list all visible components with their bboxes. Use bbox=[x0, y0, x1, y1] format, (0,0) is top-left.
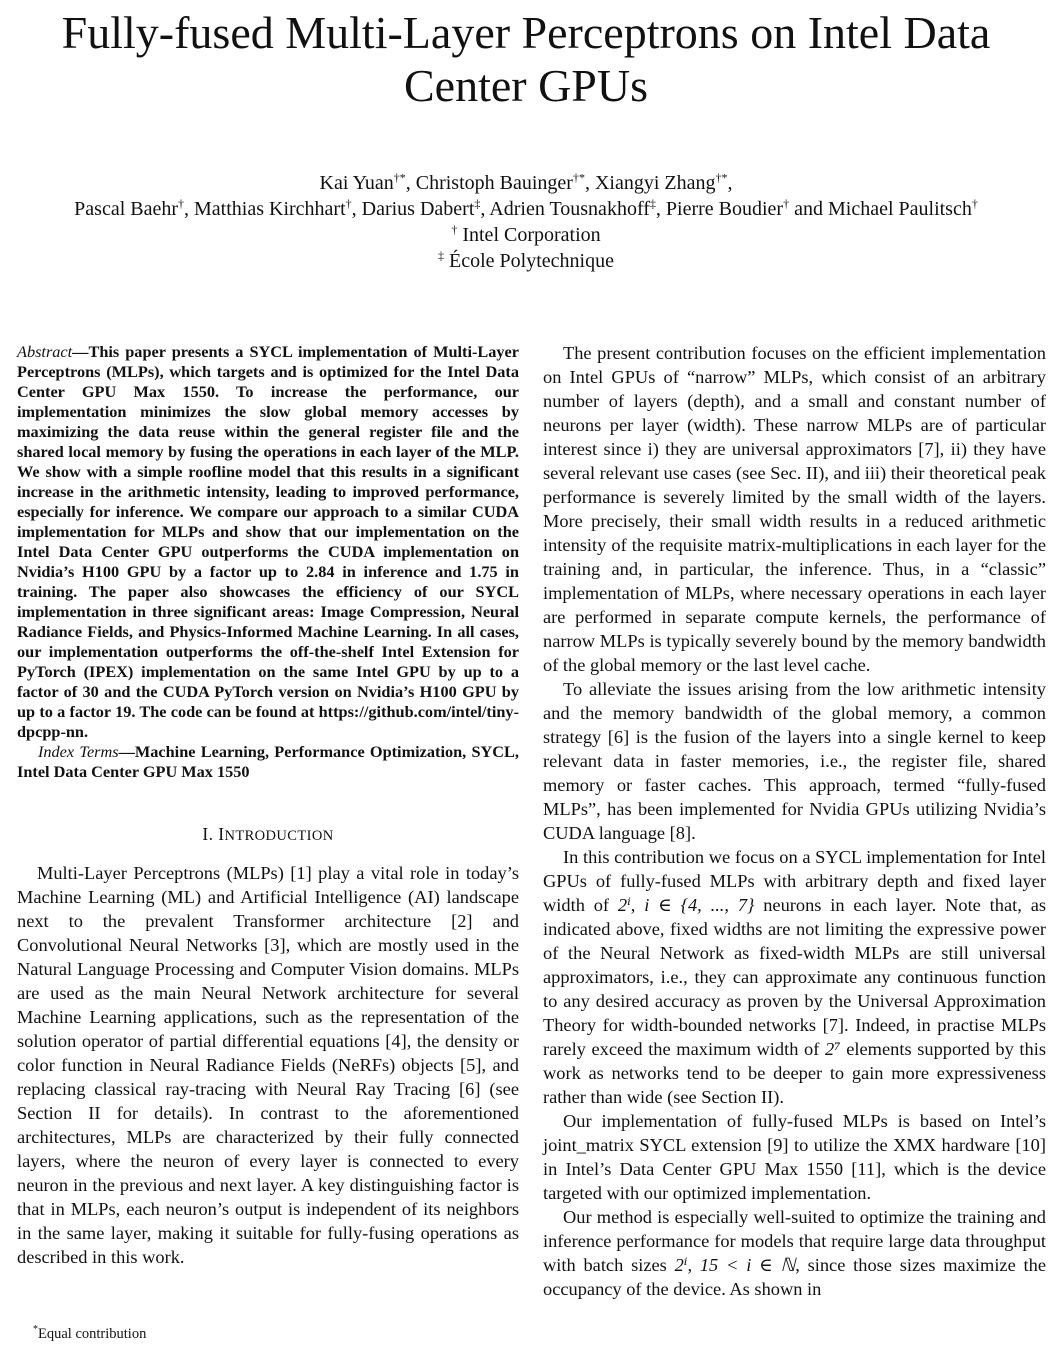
author-name: Christoph Bauinger bbox=[415, 172, 573, 194]
author-name: Xiangyi Zhang bbox=[594, 172, 716, 194]
index-terms bbox=[17, 742, 519, 782]
paragraph-joint-matrix: Our implementation of fully-fused MLPs is based on Intel’s joint_matrix SYCL extension [9] to utilize the XMX hardware [10] in Intel’s Data Center GPU Max 1550 [11], which is the device targeted with our optimized implementation. bbox=[543, 1111, 1046, 1203]
author-mark: ‡ bbox=[649, 196, 656, 211]
author-name: Adrien Tousnakhoff bbox=[489, 198, 650, 220]
footnote-mark: * bbox=[33, 1324, 38, 1336]
author-mark: †* bbox=[715, 170, 728, 185]
author-mark: †* bbox=[572, 170, 585, 185]
abstract-label: Abstract bbox=[17, 342, 73, 361]
abstract-text: —This paper presents a SYCL implementation of Multi-Layer Perceptrons (MLPs), which targets and is optimized for the Intel Data Center GPU Max 1550. To increase the performance, our implementation minimizes the slow global memory accesses by maximizing the data reuse within the general register file and the shared local memory by fusing the operations in each layer of the MLP. We show with a simple roofline model that this results in a significant increase in the arithmetic intensity, leading to improved performance, especially for inference. We compare our approach to a similar CUDA implementation for MLPs and show that our implementation on the Intel Data Center GPU outperforms the CUDA implementation on Nvidia’s H100 GPU by a factor up to 2.84 in inference and 1.75 in training. The paper also showcases the efficiency of our SYCL implementation in three significant areas: Image Compression, Neural Radiance Fields, and Physics-Informed Machine Learning. In all cases, our implementation outperforms the off-the-shelf Intel Extension for PyTorch (IPEX) implementation on the same Intel GPU by up to a factor of 30 and the CUDA PyTorch version on Nvidia’s H100 GPU by up to a factor 19. The code can be found at https://github.com/intel/tiny-dpcpp-nn. bbox=[17, 342, 519, 741]
math-batch-size: 2ⁱ, 15 < i ∈ ℕ bbox=[674, 1255, 796, 1275]
author-mark: ‡ bbox=[474, 196, 481, 211]
paragraph-fusion-strategy: To alleviate the issues arising from the low arithmetic intensity and the memory bandwidth of the global memory, a common strategy [6] is the fusion of the layers into a single kernel to keep relevant data in faster memories, i.e., the register file, shared memory or faster caches. This approach, termed “fully-fused MLPs”, has been implemented for Nvidia GPUs utilizing Nvidia’s CUDA language [8]. bbox=[543, 679, 1046, 843]
section-initial: I bbox=[218, 824, 225, 844]
text-run: neurons in each layer. Note that, as indicated above, fixed widths are not limiting the expressive power of the Neural Network as fixed-width MLPs are still universal approximators, i.e., they can approximate any continuous function to any desired accuracy as proven by the Universal Approximation Theory for width-bounded networks [7]. Indeed, in practise MLPs rarely exceed the maximum width of bbox=[543, 895, 1047, 1059]
affiliation-name: École Polytechnique bbox=[449, 250, 614, 272]
left-column bbox=[17, 342, 519, 1269]
author-mark: † bbox=[178, 196, 185, 211]
text-run: elements supported by this work as networks tend to be deeper to gain more expressiveness rather than wide (see Section II). bbox=[543, 1039, 1046, 1107]
paragraph-batch-sizes bbox=[543, 1205, 1046, 1301]
text-run: , since those sizes maximize the occupancy of the device. As shown in bbox=[543, 1255, 1047, 1299]
author-name: Michael Paulitsch bbox=[827, 198, 972, 220]
paragraph-sycl-contribution bbox=[543, 845, 1046, 1109]
author-name: Matthias Kirchhart bbox=[194, 198, 346, 220]
affiliation-polytechnique bbox=[0, 248, 1052, 274]
paper-title: Fully-fused Multi-Layer Perceptrons on Intel Data Center GPUs bbox=[61, 7, 991, 111]
author-mark: † bbox=[971, 196, 978, 211]
author-name: Pascal Baehr bbox=[74, 198, 179, 220]
author-mark: † bbox=[783, 196, 790, 211]
index-terms-label: Index Terms bbox=[37, 742, 119, 761]
author-name: Darius Dabert bbox=[361, 198, 475, 220]
author-block bbox=[0, 170, 1052, 274]
author-line-2: Pascal Baehr†, Matthias Kirchhart†, Darius Dabert‡, Adrien Tousnakhoff‡, Pierre Boudier† and Michael Paulitsch† bbox=[74, 196, 978, 220]
text-run: In this contribution we focus on a SYCL implementation for Intel GPUs of fully-fused MLPs with arbitrary depth and fixed layer width of bbox=[543, 847, 1046, 915]
author-name: Kai Yuan bbox=[319, 172, 394, 194]
text-run: Our method is especially well-suited to optimize the training and inference performance for models that require large data throughput with batch sizes bbox=[543, 1207, 1046, 1275]
intro-paragraph: Multi-Layer Perceptrons (MLPs) [1] play a vital role in today’s Machine Learning (ML) and Artificial Intelligence (AI) landscape next to the prevalent Transformer architecture [2] and Convolutional Neural Networks [3], which are mostly used in the Natural Language Processing and Computer Vision domains. MLPs are used as the main Neural Network architecture for several Machine Learning applications, such as the representation of the solution operator of partial differential equations [4], the density or color function in Neural Radiance Fields (NeRFs) objects [5], and replacing classical ray-tracing with Neural Ray Tracing [6] (see Section II for details). In contrast to the aforementioned architectures, MLPs are characterized by their fully connected layers, where the neuron of every layer is connected to every neuron in the previous and next layer. A key distinguishing factor is that in MLPs, each neuron’s output is independent of its neighbors in the same layer, making it suitable for fully-fusing operations as described in this work. bbox=[17, 863, 519, 1267]
section-number: I. bbox=[202, 824, 214, 844]
affiliation-intel bbox=[0, 222, 1052, 248]
math-max-width: 2⁷ bbox=[825, 1039, 841, 1059]
index-terms-text: —Machine Learning, Performance Optimization, SYCL, Intel Data Center GPU Max 1550 bbox=[17, 742, 519, 781]
author-mark: †* bbox=[393, 170, 406, 185]
author-name: Pierre Boudier bbox=[665, 198, 784, 220]
footnote-text: Equal contribution bbox=[38, 1326, 147, 1342]
section-rest: NTRODUCTION bbox=[224, 828, 334, 844]
abstract bbox=[17, 342, 519, 742]
paragraph-narrow-mlps: The present contribution focuses on the efficient implementation on Intel GPUs of “narrow” MLPs, which consist of an arbitrary number of layers (depth), and a small and constant number of neurons per layer (width). These narrow MLPs are of particular interest since i) they are universal approximators [7], ii) they have several relevant use cases (see Sec. II), and iii) their theoretical peak performance is severely limited by the small width of the layers. More precisely, their small width results in a reduced arithmetic intensity of the requisite matrix-multiplications in each layer for the training and, in particular, the inference. Thus, in a “classic” implementation of MLPs, where necessary operations in each layer are performed in separate compute kernels, the performance of narrow MLPs is typically severely bound by the memory bandwidth of the global memory or the last level cache. bbox=[543, 343, 1046, 675]
right-column bbox=[543, 341, 1046, 1301]
section-heading-introduction bbox=[17, 824, 519, 845]
affiliation-mark: ‡ bbox=[438, 248, 445, 263]
author-mark: † bbox=[345, 196, 352, 211]
affiliation-name: Intel Corporation bbox=[462, 224, 601, 246]
affiliation-mark: † bbox=[451, 222, 458, 237]
footnote-equal-contribution bbox=[33, 1325, 146, 1343]
math-width-range: 2ⁱ, i ∈ {4, ..., 7} bbox=[617, 895, 755, 915]
author-line-1: Kai Yuan†*, Christoph Bauinger†*, Xiangyi Zhang†*, bbox=[319, 170, 733, 194]
